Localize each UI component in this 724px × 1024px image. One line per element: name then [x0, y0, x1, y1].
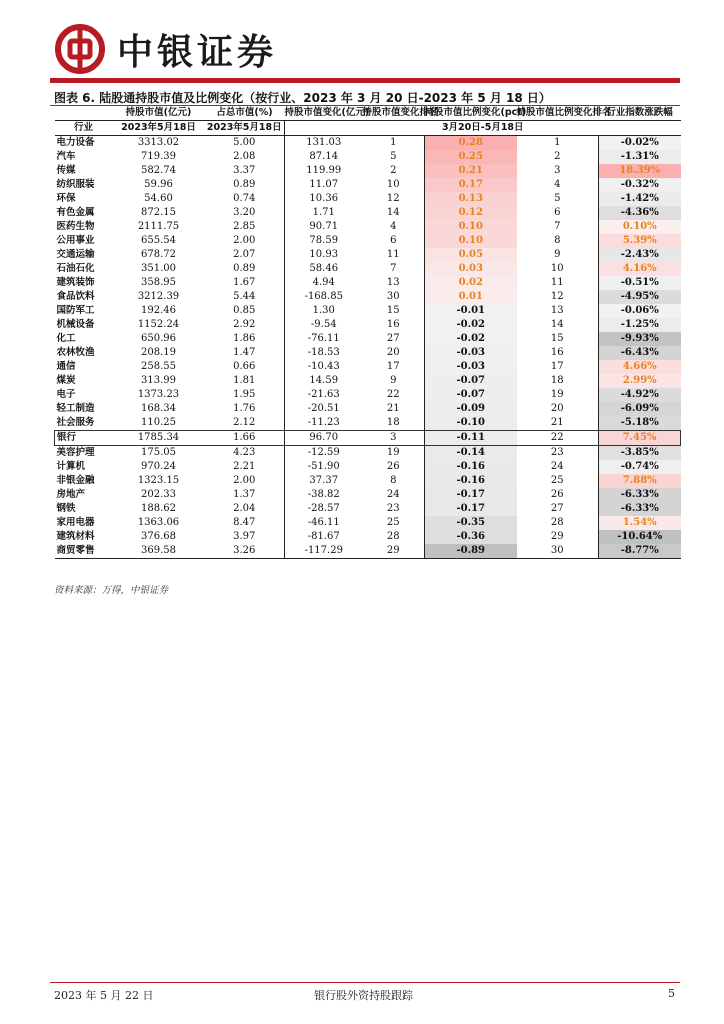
cell-pct: -0.36: [425, 530, 517, 544]
cell-mv: 872.15: [141, 207, 176, 218]
cell-share: 1.76: [233, 403, 256, 414]
cell-share: 0.89: [233, 263, 256, 274]
table-row: [55, 220, 681, 234]
cell-chg_rank: 21: [386, 403, 400, 414]
cell-pct_rank: 26: [550, 489, 564, 500]
cell-pct_rank: 11: [550, 277, 564, 288]
cell-chg: 78.59: [285, 234, 363, 248]
cell-ind: 公用事业: [56, 235, 95, 246]
cell-idx: 1.54%: [599, 516, 681, 530]
cell-chg_rank: 20: [386, 347, 400, 358]
table-row: [55, 248, 681, 262]
cell-idx: -1.42%: [599, 192, 681, 206]
cell-pct_rank: 6: [554, 207, 561, 218]
cell-mv: 1363.06: [137, 517, 180, 528]
table-row: [55, 488, 681, 502]
cell-pct: -0.17: [425, 502, 517, 516]
cell-pct_rank: 19: [550, 389, 564, 400]
figure-caption: 图表 6. 陆股通持股市值及比例变化（按行业、2023 年 3 月 20 日-2023 年 5 月 18 日）: [54, 91, 551, 105]
cell-mv: 59.96: [144, 179, 173, 190]
table-row: [55, 474, 681, 488]
cell-pct: -0.01: [425, 304, 517, 318]
cell-mv: 3313.02: [137, 137, 180, 148]
cell-chg_rank: 19: [386, 447, 400, 458]
cell-idx: 0.10%: [599, 220, 681, 234]
cell-pct_rank: 13: [550, 305, 564, 316]
cell-chg: -117.29: [285, 544, 363, 559]
cell-idx: -10.64%: [599, 530, 681, 544]
table-row: [55, 332, 681, 346]
brand-name: 中银证券: [117, 31, 278, 73]
cell-mv: 3212.39: [137, 291, 180, 302]
cell-chg: -20.51: [285, 402, 363, 416]
table-row: [55, 150, 681, 164]
table-row: [55, 360, 681, 374]
cell-idx: 18.39%: [599, 164, 681, 178]
cell-pct_rank: 4: [554, 179, 561, 190]
cell-idx: -3.85%: [599, 446, 681, 461]
cell-ind: 非银金融: [56, 475, 95, 486]
cell-pct: -0.09: [425, 402, 517, 416]
cell-chg_rank: 2: [390, 165, 397, 176]
cell-chg_rank: 23: [386, 503, 400, 514]
cell-chg: 1.71: [285, 206, 363, 220]
cell-pct: 0.28: [425, 136, 517, 151]
header-rule: [50, 78, 680, 83]
cell-pct: 0.12: [425, 206, 517, 220]
table-row: [55, 318, 681, 332]
cell-ind: 通信: [56, 361, 76, 372]
table-row: [55, 530, 681, 544]
cell-share: 2.00: [233, 235, 256, 246]
cell-mv: 188.62: [141, 503, 176, 514]
header-cell: 占总市值(%): [216, 107, 273, 118]
cell-share: 1.47: [233, 347, 256, 358]
cell-chg: -10.43: [285, 360, 363, 374]
cell-chg_rank: 3: [363, 431, 425, 446]
cell-chg: -46.11: [285, 516, 363, 530]
cell-chg_rank: 8: [390, 475, 397, 486]
cell-idx: -1.31%: [599, 150, 681, 164]
header-row-top: [55, 106, 681, 121]
cell-chg_rank: 15: [386, 305, 400, 316]
cell-pct_rank: 21: [550, 417, 564, 428]
cell-ind: 石油石化: [56, 263, 95, 274]
cell-ind: 医药生物: [56, 221, 95, 232]
cell-pct: -0.03: [425, 346, 517, 360]
cell-mv: 970.24: [141, 461, 176, 472]
cell-share: 3.97: [233, 531, 256, 542]
cell-mv: 110.25: [141, 417, 176, 428]
table-row: [55, 446, 681, 461]
cell-ind: 环保: [56, 193, 76, 204]
cell-ind: 汽车: [56, 151, 76, 162]
cell-chg_rank: 9: [390, 375, 397, 386]
cell-share: 1.86: [233, 333, 256, 344]
cell-pct: -0.02: [425, 332, 517, 346]
cell-mv: 678.72: [141, 249, 176, 260]
cell-share: 2.92: [233, 319, 256, 330]
cell-idx: -9.93%: [599, 332, 681, 346]
cell-pct_rank: 2: [554, 151, 561, 162]
cell-mv: 313.99: [141, 375, 176, 386]
cell-mv: 202.33: [141, 489, 176, 500]
cell-mv: 719.39: [141, 151, 176, 162]
cell-chg: -12.59: [285, 446, 363, 461]
cell-chg_rank: 5: [390, 151, 397, 162]
cell-pct: -0.16: [425, 474, 517, 488]
cell-idx: 7.88%: [599, 474, 681, 488]
cell-chg: 96.70: [285, 431, 363, 446]
cell-idx: 5.39%: [599, 234, 681, 248]
cell-idx: -6.43%: [599, 346, 681, 360]
cell-idx: -0.32%: [599, 178, 681, 192]
cell-mv: 168.34: [141, 403, 176, 414]
cell-pct: 0.17: [425, 178, 517, 192]
cell-ind: 商贸零售: [55, 544, 113, 559]
table-row: [55, 460, 681, 474]
cell-chg: 87.14: [285, 150, 363, 164]
cell-idx: -6.33%: [599, 502, 681, 516]
header-cell: 行业指数涨跌幅: [606, 107, 673, 118]
cell-share: 2.04: [233, 503, 256, 514]
cell-pct_rank: 9: [554, 249, 561, 260]
cell-chg: -76.11: [285, 332, 363, 346]
header-cell-period: 3月20日-5月18日: [285, 121, 681, 136]
header-cell: 持股市值变化(亿元): [284, 107, 370, 118]
cell-chg_rank: 27: [386, 333, 400, 344]
cell-mv: 2111.75: [137, 221, 180, 232]
cell-ind: 计算机: [56, 461, 86, 472]
cell-mv: 175.05: [141, 447, 176, 458]
cell-chg: -18.53: [285, 346, 363, 360]
cell-idx: 2.99%: [599, 374, 681, 388]
cell-pct: -0.17: [425, 488, 517, 502]
cell-share: 5.44: [233, 291, 256, 302]
header-cell: 行业: [55, 121, 113, 136]
bank-of-china-logo-icon: [55, 24, 105, 74]
cell-share: 0.85: [233, 305, 256, 316]
table-row: [55, 402, 681, 416]
cell-pct_rank: 10: [550, 263, 564, 274]
cell-share: 2.21: [233, 461, 256, 472]
cell-mv: 351.00: [141, 263, 176, 274]
cell-idx: -0.02%: [599, 136, 681, 151]
cell-ind: 国防军工: [56, 305, 95, 316]
cell-chg_rank: 14: [386, 207, 400, 218]
cell-share: 1.66: [205, 431, 285, 446]
cell-mv: 655.54: [141, 235, 176, 246]
cell-ind: 化工: [56, 333, 76, 344]
cell-chg_rank: 24: [386, 489, 400, 500]
cell-idx: -6.09%: [599, 402, 681, 416]
cell-idx: -5.18%: [599, 416, 681, 431]
table-row: [55, 374, 681, 388]
cell-share: 0.74: [233, 193, 256, 204]
cell-pct_rank: 28: [550, 517, 564, 528]
table-row: [55, 178, 681, 192]
cell-chg: 11.07: [285, 178, 363, 192]
cell-ind: 煤炭: [56, 375, 76, 386]
cell-chg: -9.54: [285, 318, 363, 332]
cell-share: 8.47: [233, 517, 256, 528]
source-note: 资料来源：万得，中银证券: [54, 585, 169, 596]
cell-pct: -0.07: [425, 374, 517, 388]
header-row-sub: [55, 121, 681, 136]
cell-chg: -38.82: [285, 488, 363, 502]
cell-chg: -81.67: [285, 530, 363, 544]
header-cell: 2023年5月18日: [205, 121, 285, 136]
cell-pct_rank: 30: [517, 544, 599, 559]
cell-chg: 1.30: [285, 304, 363, 318]
cell-pct: -0.89: [425, 544, 517, 559]
cell-mv: 650.96: [141, 333, 176, 344]
table-row: [55, 136, 681, 151]
cell-ind: 有色金属: [56, 207, 95, 218]
cell-chg: -11.23: [285, 416, 363, 431]
cell-pct_rank: 17: [550, 361, 564, 372]
cell-pct: -0.02: [425, 318, 517, 332]
table-row: [55, 234, 681, 248]
cell-chg_rank: 10: [386, 179, 400, 190]
cell-mv: 1373.23: [137, 389, 180, 400]
cell-mv: 1152.24: [137, 319, 180, 330]
cell-chg: 10.36: [285, 192, 363, 206]
cell-pct: -0.03: [425, 360, 517, 374]
cell-chg: -21.63: [285, 388, 363, 402]
cell-chg_rank: 30: [386, 291, 400, 302]
cell-idx: 4.66%: [599, 360, 681, 374]
cell-pct_rank: 29: [550, 531, 564, 542]
cell-idx: -0.74%: [599, 460, 681, 474]
cell-ind: 机械设备: [56, 319, 95, 330]
cell-idx: -2.43%: [599, 248, 681, 262]
cell-idx: -1.25%: [599, 318, 681, 332]
cell-pct: 0.05: [425, 248, 517, 262]
cell-chg: 10.93: [285, 248, 363, 262]
cell-pct: -0.10: [425, 416, 517, 431]
cell-chg: -28.57: [285, 502, 363, 516]
cell-pct_rank: 5: [554, 193, 561, 204]
cell-share: 1.81: [233, 375, 256, 386]
cell-idx: 4.16%: [599, 262, 681, 276]
cell-chg_rank: 18: [386, 417, 400, 428]
cell-idx: -4.36%: [599, 206, 681, 220]
cell-ind: 交通运输: [56, 249, 95, 260]
cell-pct_rank: 25: [550, 475, 564, 486]
table-row: [55, 276, 681, 290]
cell-pct: -0.14: [425, 446, 517, 461]
cell-mv: 358.95: [141, 277, 176, 288]
cell-share: 3.26: [205, 544, 285, 559]
cell-pct_rank: 7: [554, 221, 561, 232]
cell-share: 2.00: [233, 475, 256, 486]
cell-pct_rank: 16: [550, 347, 564, 358]
cell-chg: 131.03: [285, 136, 363, 151]
cell-idx: -4.92%: [599, 388, 681, 402]
cell-chg_rank: 4: [390, 221, 397, 232]
cell-ind: 轻工制造: [56, 403, 95, 414]
footer-date: 2023 年 5 月 22 日: [54, 989, 154, 1002]
cell-pct_rank: 14: [550, 319, 564, 330]
table-row: [55, 304, 681, 318]
table-row: [55, 164, 681, 178]
cell-mv: 208.19: [141, 347, 176, 358]
cell-pct: 0.13: [425, 192, 517, 206]
table-row: [55, 544, 681, 559]
header-cell: 持股市值变化排名: [362, 107, 439, 118]
cell-pct: 0.25: [425, 150, 517, 164]
cell-pct: 0.03: [425, 262, 517, 276]
cell-ind: 建筑装饰: [56, 277, 95, 288]
cell-chg: 90.71: [285, 220, 363, 234]
table-row: [55, 206, 681, 220]
brand-logo: [55, 22, 277, 76]
cell-chg: 4.94: [285, 276, 363, 290]
cell-pct_rank: 24: [550, 461, 564, 472]
cell-chg_rank: 25: [386, 517, 400, 528]
cell-pct_rank: 8: [554, 235, 561, 246]
cell-share: 1.67: [233, 277, 256, 288]
cell-idx: -6.33%: [599, 488, 681, 502]
cell-idx: -0.06%: [599, 304, 681, 318]
cell-mv: 582.74: [141, 165, 176, 176]
cell-share: 2.07: [233, 249, 256, 260]
cell-pct: -0.16: [425, 460, 517, 474]
cell-ind: 电子: [56, 389, 76, 400]
cell-mv: 1785.34: [113, 431, 205, 446]
cell-pct_rank: 18: [550, 375, 564, 386]
cell-share: 5.00: [233, 137, 256, 148]
table-row: [55, 346, 681, 360]
cell-chg: -168.85: [285, 290, 363, 304]
cell-ind: 纺织服装: [56, 179, 95, 190]
cell-ind: 社会服务: [56, 417, 95, 428]
table-row: [55, 290, 681, 304]
cell-idx: 7.45%: [599, 431, 681, 446]
cell-chg: 14.59: [285, 374, 363, 388]
cell-pct_rank: 22: [517, 431, 599, 446]
cell-idx: -0.51%: [599, 276, 681, 290]
cell-share: 2.85: [233, 221, 256, 232]
cell-idx: -4.95%: [599, 290, 681, 304]
cell-mv: 192.46: [141, 305, 176, 316]
cell-chg_rank: 12: [386, 193, 400, 204]
header-cell: 2023年5月18日: [113, 121, 205, 136]
cell-mv: 1323.15: [137, 475, 180, 486]
table-body: [55, 136, 681, 559]
cell-idx: -8.77%: [599, 544, 681, 559]
table-row: [55, 416, 681, 431]
header-cell: 持股市值比例变化(pct): [424, 107, 527, 118]
footer-rule: [50, 982, 680, 983]
cell-mv: 376.68: [141, 531, 176, 542]
cell-chg_rank: 1: [390, 137, 397, 148]
cell-pct: 0.02: [425, 276, 517, 290]
cell-share: 2.08: [233, 151, 256, 162]
cell-chg: 119.99: [285, 164, 363, 178]
cell-chg_rank: 11: [386, 249, 400, 260]
footer-page: 5: [668, 987, 675, 1000]
cell-chg_rank: 28: [386, 531, 400, 542]
table-row: [55, 262, 681, 276]
cell-ind: 电力设备: [56, 137, 95, 148]
cell-ind: 银行: [55, 431, 113, 446]
cell-share: 3.20: [233, 207, 256, 218]
cell-mv: 258.55: [141, 361, 176, 372]
cell-ind: 房地产: [56, 489, 86, 500]
cell-chg_rank: 29: [363, 544, 425, 559]
header-cell: 持股市值(亿元): [125, 107, 192, 118]
table-row: [55, 192, 681, 206]
header-cell: 持股市值比例变化排名: [516, 107, 612, 118]
cell-ind: 食品饮料: [56, 291, 95, 302]
cell-pct: 0.10: [425, 220, 517, 234]
cell-chg_rank: 17: [386, 361, 400, 372]
cell-pct: 0.01: [425, 290, 517, 304]
cell-ind: 钢铁: [56, 503, 76, 514]
cell-pct_rank: 23: [550, 447, 564, 458]
table-row: [55, 502, 681, 516]
cell-share: 3.37: [233, 165, 256, 176]
footer-title: 银行股外资持股跟踪: [314, 989, 413, 1002]
cell-share: 4.23: [233, 447, 256, 458]
header-cell: [55, 106, 113, 121]
cell-pct: -0.11: [425, 431, 517, 446]
table-row: [55, 431, 681, 446]
cell-pct_rank: 1: [554, 137, 561, 148]
table-row: [55, 516, 681, 530]
cell-pct_rank: 27: [550, 503, 564, 514]
cell-chg_rank: 7: [390, 263, 397, 274]
cell-pct_rank: 20: [550, 403, 564, 414]
table-row: [55, 388, 681, 402]
cell-chg_rank: 16: [386, 319, 400, 330]
cell-chg: 37.37: [285, 474, 363, 488]
cell-mv: 369.58: [113, 544, 205, 559]
cell-chg_rank: 13: [386, 277, 400, 288]
cell-share: 2.12: [233, 417, 256, 428]
cell-share: 1.95: [233, 389, 256, 400]
cell-chg: 58.46: [285, 262, 363, 276]
cell-pct: -0.07: [425, 388, 517, 402]
cell-ind: 建筑材料: [56, 531, 95, 542]
cell-ind: 传媒: [56, 165, 76, 176]
holdings-table: [54, 106, 681, 559]
cell-pct: 0.21: [425, 164, 517, 178]
cell-share: 0.66: [233, 361, 256, 372]
cell-pct_rank: 3: [554, 165, 561, 176]
cell-ind: 农林牧渔: [56, 347, 95, 358]
cell-chg: -51.90: [285, 460, 363, 474]
cell-share: 1.37: [233, 489, 256, 500]
cell-pct: -0.35: [425, 516, 517, 530]
cell-pct_rank: 12: [550, 291, 564, 302]
cell-pct_rank: 15: [550, 333, 564, 344]
cell-pct: 0.10: [425, 234, 517, 248]
cell-chg_rank: 22: [386, 389, 400, 400]
cell-chg_rank: 6: [390, 235, 397, 246]
cell-mv: 54.60: [144, 193, 173, 204]
cell-share: 0.89: [233, 179, 256, 190]
cell-ind: 家用电器: [56, 517, 95, 528]
cell-chg_rank: 26: [386, 461, 400, 472]
cell-ind: 美容护理: [56, 447, 95, 458]
